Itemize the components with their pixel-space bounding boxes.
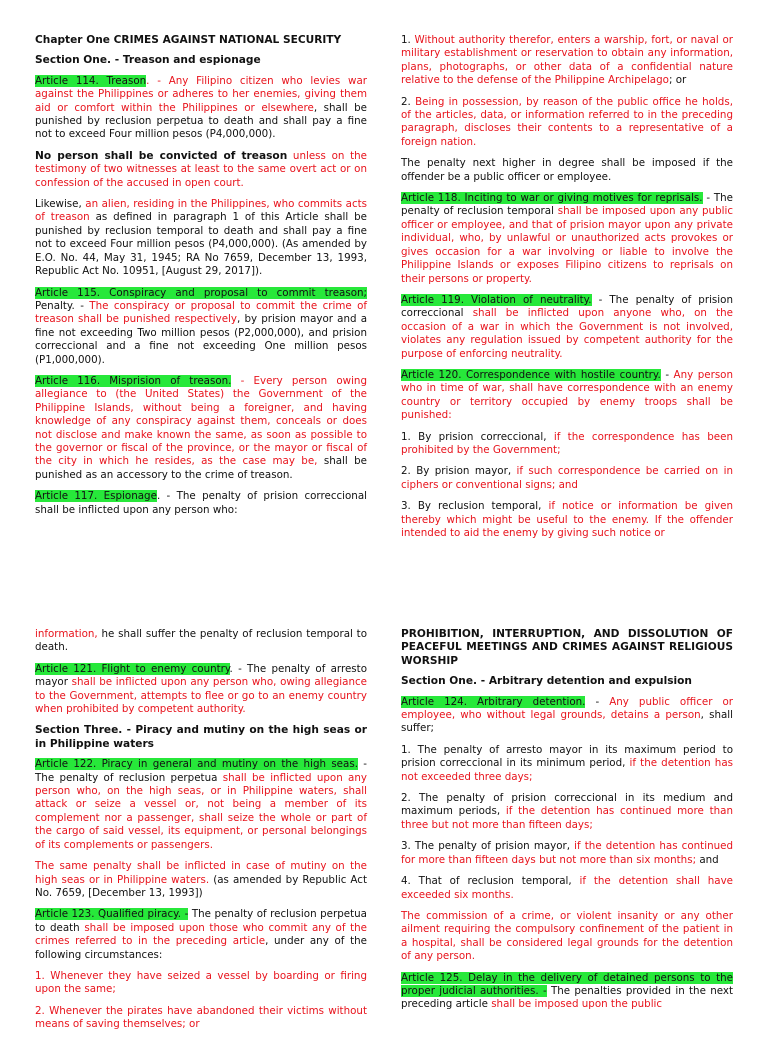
mutiny-paragraph: The same penalty shall be inflicted in case of mutiny on the high seas or in Philippine waters. (as amended by Republic Act No. 7659, [December 13, 1993]) xyxy=(35,860,367,899)
detention-item-4: 4. That of reclusion temporal, if the detention shall have exceeded six months. xyxy=(401,875,733,901)
correspondence-item-3: 3. By reclusion temporal, if notice or information be given thereby which might be useful to the enemy. If the offender intended to aid the enemy by giving such notice or xyxy=(401,500,733,539)
article-125: Article 125. Delay in the delivery of detained persons to the proper judicial authorities. - The penalties provided in the next preceding article shall be imposed upon the public xyxy=(401,971,734,1011)
correspondence-item-1: 1. By prision correccional, if the correspondence has been prohibited by the Government; xyxy=(401,430,733,456)
qualified-piracy-item-1: 1. Whenever they have seized a vessel by boarding or firing upon the same; xyxy=(35,969,367,996)
detention-item-2: 2. The penalty of prision correccional in its medium and maximum periods, if the detention has continued more than three but not more than fifteen days; xyxy=(401,792,733,831)
legal-grounds-paragraph: The commission of a crime, or violent insanity or any other ailment requiring the compulsory confinement of the patient in a hospital, shall be considered legal grounds for the detention of any person. xyxy=(401,909,733,963)
article-118-title: Article 118. Inciting to war or giving motives for reprisals. xyxy=(401,192,703,205)
article-115: Article 115. Conspiracy and proposal to commit treason; Penalty. - The conspiracy or proposal to commit the crime of treason shall be punished respectively, by prision mayor and a fine not exceeding Two million pesos (P2,000,000), and prision correccional and a fine not exceeding One million pesos (P1,000,000). xyxy=(35,286,367,366)
likewise-paragraph: Likewise, an alien, residing in the Philippines, who commits acts of treason as defined in paragraph 1 of this Article shall be punished by reclusion temporal to death and shall pay a fine not to exceed Four million pesos (P4,000,000). (As amended by E.O. No. 44, May 31, 1945; RA No 7659, December 13, 1993, Republic Act No. 10951, [August 29, 2017]). xyxy=(35,198,368,278)
article-121: Article 121. Flight to enemy country. - The penalty of arresto mayor shall be inflicted upon any person who, owing allegiance to the Government, attempts to flee or go to an enemy country when prohibited by competent authority. xyxy=(35,662,367,716)
page-2-left-column xyxy=(35,628,367,1040)
article-123: Article 123. Qualified piracy. - The penalty of reclusion perpetua to death shall be imposed upon those who commit any of the crimes referred to in the preceding article, under any of the following circumstances: xyxy=(35,908,367,961)
article-114: Article 114. Treason. - Any Filipino citizen who levies war against the Philippines or adheres to her enemies, giving them aid or comfort within the Philippines or elsewhere, shall be punished by reclusion perpetua to death and shall pay a fine not to exceed Four million pesos (P4,000,000). xyxy=(35,74,368,141)
treason-conviction-paragraph: No person shall be convicted of treason unless on the testimony of two witnesses at least to the same overt act or on confession of the accused in open court. xyxy=(35,149,367,189)
article-124: Article 124. Arbitrary detention. - Any public officer or employee, who without legal grounds, detains a person, shall suffer; xyxy=(401,695,734,735)
page-1-left-column xyxy=(35,34,367,525)
article-117: Article 117. Espionage. - The penalty of prision correccional shall be inflicted upon any person who: xyxy=(35,490,368,516)
espionage-item-2: 2. Being in possession, by reason of the public office he holds, of the articles, data, or information referred to in the preceding paragraph, discloses their contents to a representative of a foreign nation. xyxy=(401,95,733,148)
article-122-title: Article 122. Piracy in general and mutiny on the high seas. xyxy=(35,758,358,771)
information-continuation: information, he shall suffer the penalty of reclusion temporal to death. xyxy=(35,628,367,654)
article-125-title: Article 125. Delay in the delivery of detained persons to the proper judicial authorities. - xyxy=(401,971,733,997)
page-1-right-column xyxy=(401,34,733,548)
page-2-right-column xyxy=(401,628,733,1020)
article-122: Article 122. Piracy in general and mutiny on the high seas. - The penalty of reclusion perpetua shall be inflicted upon any person who, on the high seas, or in Philippine waters, shall attack or seize a vessel or, not being a member of its complement nor a passenger, shall seize the whole or part of the cargo of said vessel, its equipment, or personal belongings of its complements or passengers. xyxy=(35,758,367,851)
article-116-title: Article 116. Misprision of treason. xyxy=(35,374,232,387)
section-heading: Section One. - Treason and espionage xyxy=(35,54,261,67)
article-114-title: Article 114. Treason xyxy=(35,74,147,87)
correspondence-item-2: 2. By prision mayor, if such correspondence be carried on in ciphers or conventional signs; and xyxy=(401,465,733,491)
article-124-title: Article 124. Arbitrary detention. xyxy=(401,695,586,708)
section-three-heading: Section Three. - Piracy and mutiny on the high seas or in Philippine waters xyxy=(35,724,367,750)
article-119: Article 119. Violation of neutrality. - The penalty of prision correccional shall be inflicted upon anyone who, on the occasion of a war in which the Government is not involved, violates any regulation issued by competent authority for the purpose of enforcing neutrality. xyxy=(401,293,734,360)
article-118: Article 118. Inciting to war or giving motives for reprisals. - The penalty of reclusion temporal shall be imposed upon any public officer or employee, and that of prision mayor upon any private individual, who, by unlawful or unauthorized acts provokes or gives occasion for a war involving or liable to involve the Philippine Islands or exposes Filipino citizens to reprisals on their persons or property. xyxy=(401,192,733,285)
page-1 xyxy=(0,28,768,556)
espionage-item-1: 1. Without authority therefor, enters a warship, fort, or naval or military establishment or reservation to obtain any information, plans, photographs, or other data of a confidential nature relative to the defense of the Philippine Archipelago; or xyxy=(401,34,733,87)
article-121-title: Article 121. Flight to enemy country xyxy=(35,662,230,675)
section-one-heading: Section One. - Arbitrary detention and expulsion xyxy=(401,675,692,688)
article-120-title: Article 120. Correspondence with hostile country. xyxy=(401,368,661,381)
article-123-title: Article 123. Qualified piracy. - xyxy=(35,908,189,921)
detention-item-1: 1. The penalty of arresto mayor in its maximum period to prision correccional in its minimum period, if the detention has not exceeded three days; xyxy=(401,743,733,783)
chapter-heading: Chapter One CRIMES AGAINST NATIONAL SECURITY xyxy=(35,34,342,46)
title-heading: PROHIBITION, INTERRUPTION, AND DISSOLUTION OF PEACEFUL MEETINGS AND CRIMES AGAINST RELIGIOUS WORSHIP xyxy=(401,628,733,667)
article-120: Article 120. Correspondence with hostile country. - Any person who in time of war, shall have correspondence with an enemy country or territory occupied by enemy troops shall be punished: xyxy=(401,368,734,422)
article-119-title: Article 119. Violation of neutrality. xyxy=(401,293,592,306)
article-115-title: Article 115. Conspiracy and proposal to commit treason; xyxy=(35,286,367,299)
article-117-title: Article 117. Espionage xyxy=(35,490,157,503)
penalty-next-paragraph: The penalty next higher in degree shall be imposed if the offender be a public officer or employee. xyxy=(401,157,733,183)
page-2 xyxy=(0,622,768,1031)
detention-item-3: 3. The penalty of prision mayor, if the detention has continued for more than fifteen days but not more than six months; and xyxy=(401,840,733,866)
article-116: Article 116. Misprision of treason. - Every person owing allegiance to (the United States) the Government of the Philippine Islands, without being a foreigner, and having knowledge of any conspiracy against them, conceals or does not disclose and make known the same, as soon as possible to the governor or fiscal of the province, or the mayor or fiscal of the city in which he resides, as the case may be, shall be punished as an accessory to the crime of treason. xyxy=(35,374,367,481)
qualified-piracy-item-2: 2. Whenever the pirates have abandoned their victims without means of saving themselves; or xyxy=(35,1004,367,1031)
